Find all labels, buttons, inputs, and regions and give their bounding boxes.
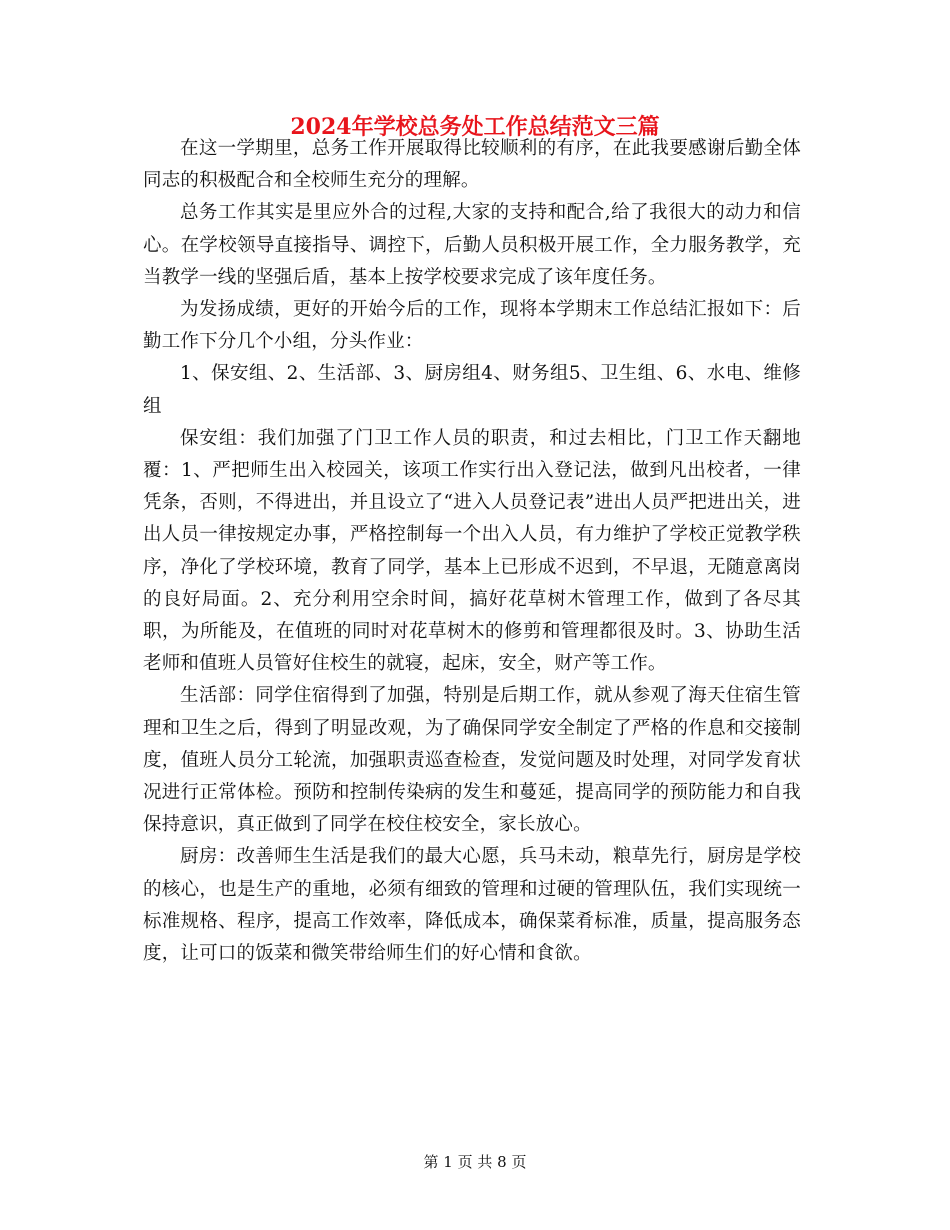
paragraph-kitchen: 厨房：改善师生生活是我们的最大心愿，兵马未动，粮草先行，厨房是学校的核心，也是生产的重地，必须有细致的管理和过硬的管理队伍，我们实现统一标准规格、程序，提高工作效率，降低成本，确保菜肴标准，质量，提高服务态度，让可口的饭菜和微笑带给师生们的好心情和食欲。: [143, 846, 801, 965]
document-title: 2024年学校总务处工作总结范文三篇: [290, 114, 660, 140]
paragraph-support: 总务工作其实是里应外合的过程,大家的支持和配合,给了我很大的动力和信心。在学校领导直接指导、调控下，后勤人员积极开展工作，全力服务教学，充当教学一线的坚强后盾，基本上按学校要求完成了该年度任务。: [143, 202, 801, 288]
document-body: [143, 133, 801, 970]
paragraph-security-group: 保安组：我们加强了门卫工作人员的职责，和过去相比，门卫工作天翻地覆：1、严把师生出入校园关，该项工作实行出入登记法，做到凡出校者，一律凭条，否则，不得进出，并且设立了“进入人员登记表”进出人员严把进出关，进出人员一律按规定办事，严格控制每一个出入人员，有力维护了学校正觉教学秩序，净化了学校环境，教育了同学，基本上已形成不迟到，不早退，无随意离岗的良好局面。2、充分利用空余时间，搞好花草树木管理工作，做到了各尽其职，为所能及，在值班的同时对花草树木的修剪和管理都很及时。3、协助生活老师和值班人员管好住校生的就寝，起床，安全，财产等工作。: [143, 427, 801, 675]
paragraph-intro: 在这一学期里，总务工作开展取得比较顺利的有序，在此我要感谢后勤全体同志的积极配合和全校师生充分的理解。: [143, 138, 801, 192]
paragraph-summary-intro: 为发扬成绩，更好的开始今后的工作，现将本学期末工作总结汇报如下：后勤工作下分几个小组，分头作业：: [143, 299, 801, 353]
paragraph-group-list: 1、保安组、2、生活部、3、厨房组4、财务组5、卫生组、6、水电、维修组: [143, 363, 801, 417]
paragraph-living-department: 生活部：同学住宿得到了加强，特别是后期工作，就从参观了海天住宿生管理和卫生之后，得到了明显改观，为了确保同学安全制定了严格的作息和交接制度，值班人员分工轮流，加强职责巡查检查，发觉问题及时处理，对同学发育状况进行正常体检。预防和控制传染病的发生和蔓延，提高同学的预防能力和自我保持意识，真正做到了同学在校住校安全，家长放心。: [143, 685, 801, 836]
page-footer: 第 1 页 共 8 页: [423, 1153, 527, 1171]
